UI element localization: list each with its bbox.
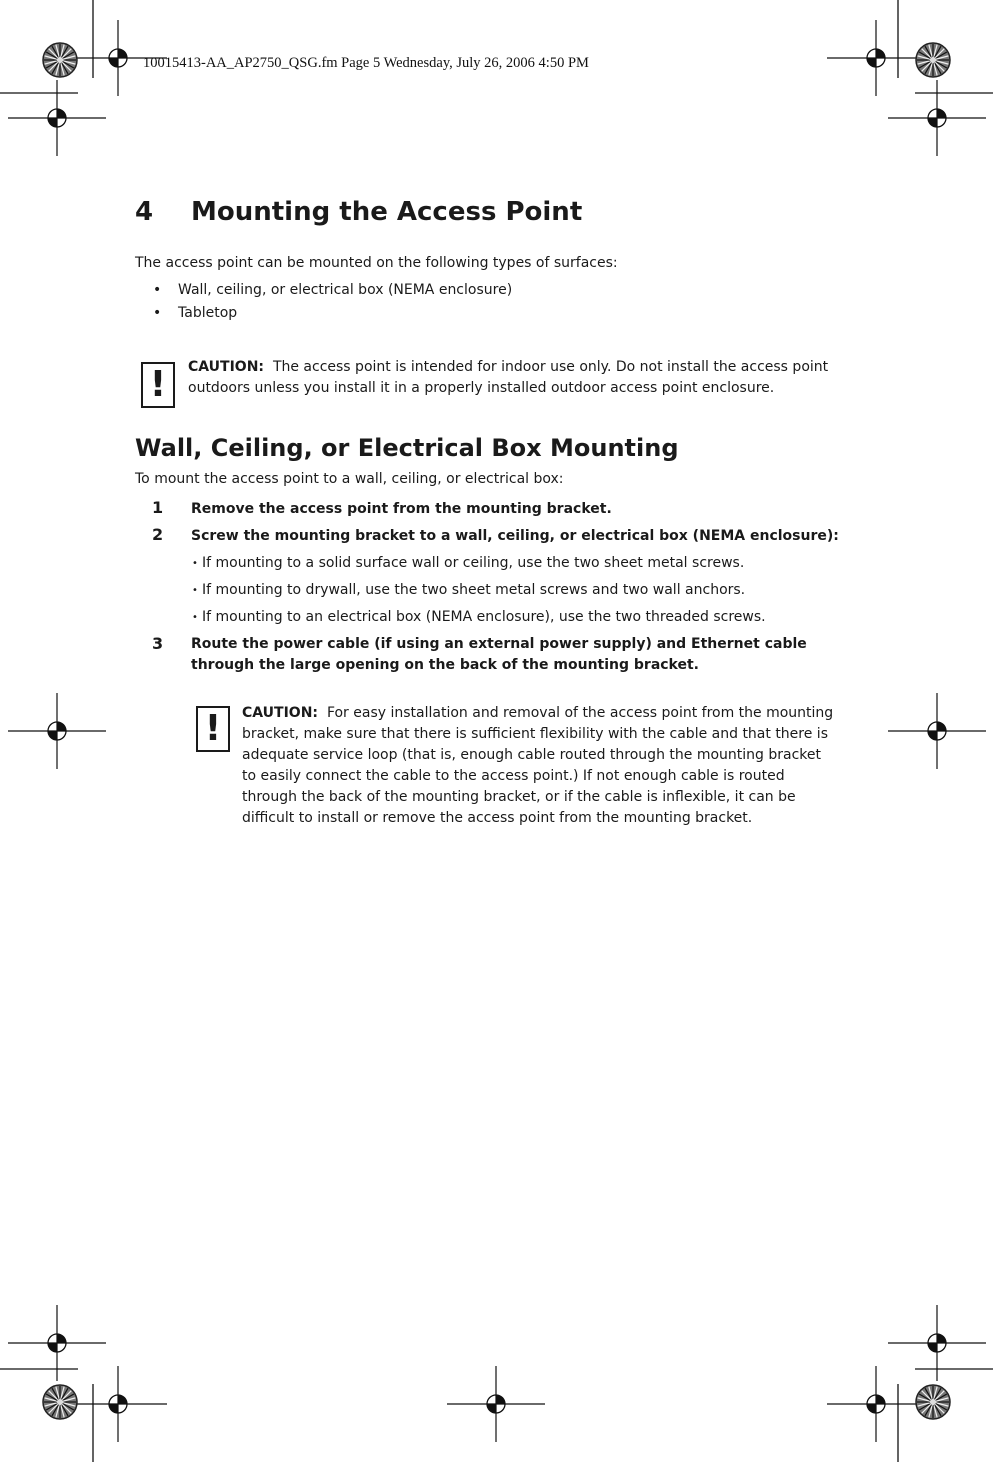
color-target-icon <box>43 1385 77 1419</box>
bullet-icon: • <box>153 305 162 321</box>
file-header-line: 10015413-AA_AP2750_QSG.fm Page 5 Wednesday, July 26, 2006 4:50 PM <box>143 55 589 71</box>
caution-exclamation-icon: ! <box>141 362 175 408</box>
color-target-icon <box>916 1385 950 1419</box>
step-number: 1 <box>152 498 164 517</box>
registration-mark-icon <box>827 20 925 96</box>
bullet-icon: • <box>153 282 162 298</box>
step-text: Route the power cable (if using an external power supply) and Ethernet cable through the large opening on the back of the mounting bracket. <box>191 636 807 673</box>
color-target-icon <box>43 43 77 77</box>
step-number: 2 <box>152 525 164 544</box>
registration-mark-icon <box>888 80 986 156</box>
caution-text: For easy installation and removal of the access point from the mounting bracket, make sure that there is sufficient flexibility with the cable and that there is adequate service loop (that is, enough cable routed through the mounting bracket to easily connect the cable to the access point.) If not enough cable is routed through the back of the mounting bracket, or if the cable is inflexible, it can be difficult to install or remove the access point from the mounting bracket. <box>242 705 834 826</box>
chapter-heading <box>135 197 582 227</box>
chapter-title: Mounting the Access Point <box>191 197 583 227</box>
caution-note <box>242 703 834 829</box>
caution-text: The access point is intended for indoor use only. Do not install the access point outdoors unless you install it in a properly installed outdoor access point enclosure. <box>188 359 829 396</box>
section-intro: To mount the access point to a wall, ceiling, or electrical box: <box>135 471 564 487</box>
registration-mark-icon <box>69 1366 167 1442</box>
caution-exclamation-icon: ! <box>196 706 230 752</box>
step-text: Remove the access point from the mounting bracket. <box>191 501 612 517</box>
caution-note <box>188 357 833 399</box>
color-target-icon <box>916 43 950 77</box>
bullet-icon: • <box>192 585 198 596</box>
chapter-number: 4 <box>135 197 154 227</box>
step-number: 3 <box>152 634 164 653</box>
caution-label: CAUTION: <box>242 705 319 721</box>
section-heading: Wall, Ceiling, or Electrical Box Mounting <box>135 434 679 462</box>
substep-text: If mounting to an electrical box (NEMA enclosure), use the two threaded screws. <box>202 609 766 625</box>
registration-mark-icon <box>827 1366 925 1442</box>
substep-text: If mounting to drywall, use the two sheet metal screws and two wall anchors. <box>202 582 746 598</box>
bullet-icon: • <box>192 558 198 569</box>
caution-label: CAUTION: <box>188 359 265 375</box>
substep-text: If mounting to a solid surface wall or ceiling, use the two sheet metal screws. <box>202 555 745 571</box>
list-item-text: Tabletop <box>178 305 238 321</box>
registration-mark-icon <box>447 1366 545 1442</box>
bullet-icon: • <box>192 612 198 623</box>
registration-mark-icon <box>8 693 106 769</box>
registration-mark-icon <box>888 693 986 769</box>
intro-paragraph: The access point can be mounted on the following types of surfaces: <box>135 255 618 271</box>
registration-mark-icon <box>8 80 106 156</box>
step-text: Screw the mounting bracket to a wall, ceiling, or electrical box (NEMA enclosure): <box>191 528 839 544</box>
list-item-text: Wall, ceiling, or electrical box (NEMA enclosure) <box>178 282 513 298</box>
